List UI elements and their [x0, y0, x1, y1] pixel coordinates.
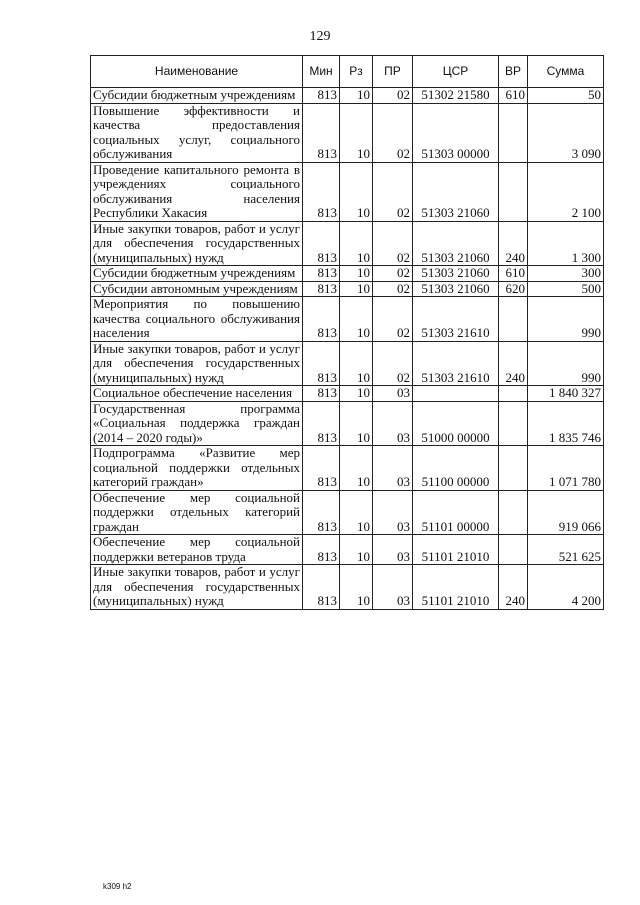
cell-sum: 521 625 [528, 535, 604, 565]
cell-pr: 02 [373, 162, 413, 221]
cell-sum: 990 [528, 297, 604, 342]
cell-sum: 1 835 746 [528, 401, 604, 446]
column-header-csr: ЦСР [413, 56, 499, 88]
table-row [91, 401, 604, 446]
cell-pr: 03 [373, 565, 413, 610]
cell-sum: 500 [528, 281, 604, 297]
cell-name: Иные закупки товаров, работ и услуг для обеспечения государственных (муниципальных) нужд [91, 341, 303, 386]
cell-sum: 919 066 [528, 490, 604, 535]
cell-min: 813 [303, 162, 340, 221]
cell-csr: 51303 21060 [413, 162, 499, 221]
column-header-rz: Рз [340, 56, 373, 88]
cell-sum: 2 100 [528, 162, 604, 221]
cell-csr: 51303 00000 [413, 103, 499, 162]
cell-vr: 240 [499, 565, 528, 610]
cell-vr [499, 490, 528, 535]
cell-name: Социальное обеспечение населения [91, 386, 303, 402]
cell-min: 813 [303, 490, 340, 535]
cell-rz: 10 [340, 103, 373, 162]
cell-vr: 610 [499, 88, 528, 104]
cell-csr: 51100 00000 [413, 446, 499, 491]
footer-code: k309 h2 [103, 882, 132, 891]
cell-min: 813 [303, 535, 340, 565]
column-header-min: Мин [303, 56, 340, 88]
table-row [91, 162, 604, 221]
cell-rz: 10 [340, 401, 373, 446]
cell-rz: 10 [340, 565, 373, 610]
cell-csr: 51000 00000 [413, 401, 499, 446]
table-row [91, 88, 604, 104]
column-header-sum: Сумма [528, 56, 604, 88]
cell-name: Субсидии бюджетным учреждениям [91, 266, 303, 282]
cell-vr: 620 [499, 281, 528, 297]
cell-pr: 02 [373, 297, 413, 342]
table-row [91, 341, 604, 386]
cell-csr: 51101 00000 [413, 490, 499, 535]
cell-min: 813 [303, 103, 340, 162]
table-row [91, 565, 604, 610]
cell-sum: 50 [528, 88, 604, 104]
cell-vr: 240 [499, 341, 528, 386]
table-row [91, 103, 604, 162]
cell-rz: 10 [340, 266, 373, 282]
cell-min: 813 [303, 446, 340, 491]
cell-min: 813 [303, 266, 340, 282]
cell-vr [499, 162, 528, 221]
cell-vr [499, 446, 528, 491]
cell-vr: 610 [499, 266, 528, 282]
cell-sum: 300 [528, 266, 604, 282]
table-row [91, 266, 604, 282]
cell-name: Мероприятия по повышению качества социального обслуживания населения [91, 297, 303, 342]
cell-pr: 02 [373, 341, 413, 386]
cell-rz: 10 [340, 297, 373, 342]
cell-name: Государственная программа «Социальная поддержка граждан (2014 – 2020 годы)» [91, 401, 303, 446]
cell-name: Обеспечение мер социальной поддержки отдельных категорий граждан [91, 490, 303, 535]
page-number: 129 [309, 29, 331, 44]
cell-csr: 51303 21610 [413, 341, 499, 386]
cell-pr: 02 [373, 88, 413, 104]
cell-csr: 51303 21060 [413, 281, 499, 297]
cell-vr [499, 103, 528, 162]
cell-sum: 1 071 780 [528, 446, 604, 491]
cell-pr: 03 [373, 535, 413, 565]
cell-rz: 10 [340, 535, 373, 565]
cell-min: 813 [303, 401, 340, 446]
cell-name: Подпрограмма «Развитие мер социальной поддержки отдельных категорий граждан» [91, 446, 303, 491]
table-row [91, 446, 604, 491]
cell-name: Субсидии бюджетным учреждениям [91, 88, 303, 104]
cell-sum: 4 200 [528, 565, 604, 610]
cell-sum: 1 300 [528, 221, 604, 266]
cell-sum: 990 [528, 341, 604, 386]
table-row [91, 281, 604, 297]
cell-sum: 3 090 [528, 103, 604, 162]
table-row [91, 297, 604, 342]
cell-pr: 03 [373, 446, 413, 491]
cell-rz: 10 [340, 386, 373, 402]
cell-pr: 03 [373, 386, 413, 402]
cell-csr: 51303 21610 [413, 297, 499, 342]
cell-name: Проведение капитального ремонта в учреждениях социального обслуживания населения Республики Хакасия [91, 162, 303, 221]
table-row [91, 386, 604, 402]
cell-min: 813 [303, 281, 340, 297]
cell-csr [413, 386, 499, 402]
cell-min: 813 [303, 341, 340, 386]
cell-csr: 51101 21010 [413, 535, 499, 565]
column-header-name: Наименование [91, 56, 303, 88]
cell-min: 813 [303, 221, 340, 266]
cell-name: Субсидии автономным учреждениям [91, 281, 303, 297]
cell-rz: 10 [340, 221, 373, 266]
column-header-vr: ВР [499, 56, 528, 88]
cell-min: 813 [303, 297, 340, 342]
cell-pr: 02 [373, 103, 413, 162]
cell-rz: 10 [340, 162, 373, 221]
table-header-row [91, 56, 604, 88]
cell-vr: 240 [499, 221, 528, 266]
cell-csr: 51101 21010 [413, 565, 499, 610]
cell-pr: 02 [373, 281, 413, 297]
cell-rz: 10 [340, 490, 373, 535]
cell-min: 813 [303, 386, 340, 402]
cell-rz: 10 [340, 341, 373, 386]
cell-min: 813 [303, 88, 340, 104]
cell-name: Иные закупки товаров, работ и услуг для обеспечения государственных (муниципальных) нужд [91, 221, 303, 266]
budget-table [90, 55, 604, 610]
cell-vr [499, 535, 528, 565]
table-row [91, 535, 604, 565]
cell-name: Повышение эффективности и качества предоставления социальных услуг, социального обслуживания [91, 103, 303, 162]
cell-vr [499, 297, 528, 342]
cell-min: 813 [303, 565, 340, 610]
table-row [91, 221, 604, 266]
cell-name: Иные закупки товаров, работ и услуг для обеспечения государственных (муниципальных) нужд [91, 565, 303, 610]
column-header-pr: ПР [373, 56, 413, 88]
cell-pr: 02 [373, 266, 413, 282]
cell-csr: 51303 21060 [413, 266, 499, 282]
cell-pr: 02 [373, 221, 413, 266]
cell-pr: 03 [373, 401, 413, 446]
table-row [91, 490, 604, 535]
cell-csr: 51302 21580 [413, 88, 499, 104]
table-body [91, 88, 604, 610]
cell-pr: 03 [373, 490, 413, 535]
cell-vr [499, 401, 528, 446]
cell-vr [499, 386, 528, 402]
cell-csr: 51303 21060 [413, 221, 499, 266]
cell-sum: 1 840 327 [528, 386, 604, 402]
cell-rz: 10 [340, 446, 373, 491]
cell-rz: 10 [340, 281, 373, 297]
cell-name: Обеспечение мер социальной поддержки ветеранов труда [91, 535, 303, 565]
cell-rz: 10 [340, 88, 373, 104]
